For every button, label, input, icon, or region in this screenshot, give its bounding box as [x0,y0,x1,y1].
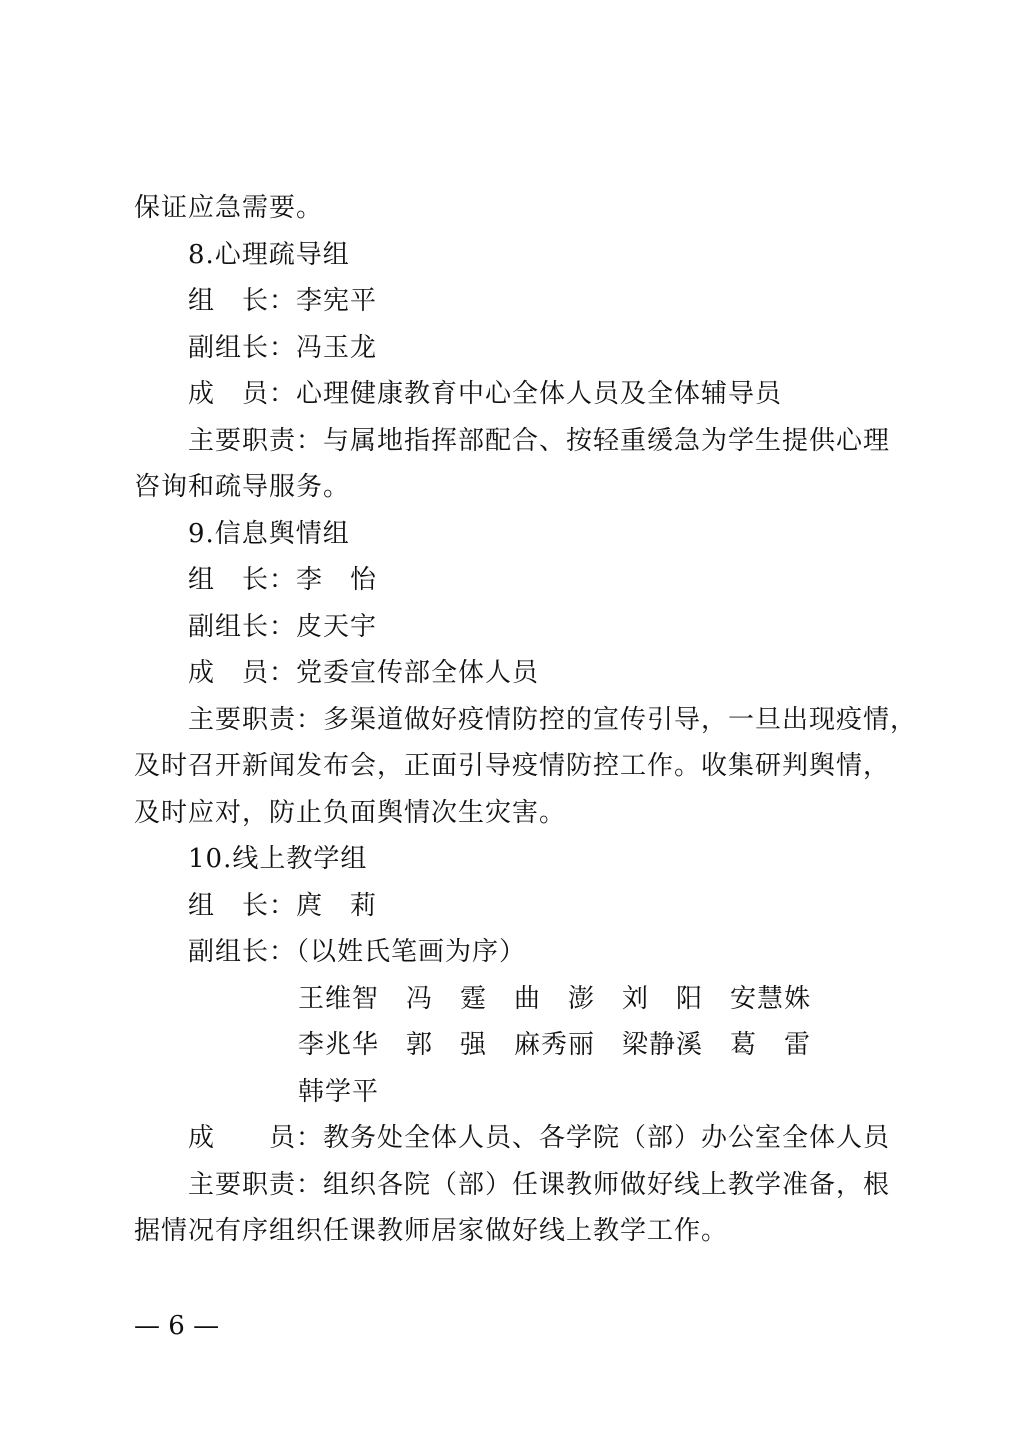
duties-continuation: 据情况有序组织任课教师居家做好线上教学工作。 [134,1216,729,1246]
deputy-leader-line: 副组长：皮天宇 [188,612,378,642]
section-heading-10: 10.线上教学组 [188,844,368,874]
group-leader-line: 组 长：李 怡 [188,565,378,595]
deputy-leader-line: 副组长：（以姓氏笔画为序） [188,937,527,967]
duties-continuation: 咨询和疏导服务。 [134,472,351,502]
duties-line: 主要职责：组织各院（部）任课教师做好线上教学准备，根 [188,1170,891,1200]
duties-continuation: 及时应对，防止负面舆情次生灾害。 [134,798,567,828]
text-line-continuation: 保证应急需要。 [134,193,324,223]
section-heading-8: 8.心理疏导组 [188,240,350,270]
members-line: 成 员：党委宣传部全体人员 [188,658,540,688]
members-line: 成 员：心理健康教育中心全体人员及全体辅导员 [188,379,783,409]
page-number: — 6 — [134,1311,220,1341]
members-line: 成 员：教务处全体人员、各学院（部）办公室全体人员 [188,1123,891,1153]
deputy-names-row: 韩学平 [298,1077,380,1107]
deputy-names-row: 李兆华 郭 强 麻秀丽 梁静溪 葛 雷 [298,1030,812,1060]
duties-line: 主要职责：与属地指挥部配合、按轻重缓急为学生提供心理 [188,426,891,456]
deputy-leader-line: 副组长：冯玉龙 [188,333,378,363]
duties-line: 主要职责：多渠道做好疫情防控的宣传引导，一旦出现疫情， [188,705,918,735]
deputy-names-row: 王维智 冯 霆 曲 澎 刘 阳 安慧姝 [298,984,812,1014]
duties-continuation: 及时召开新闻发布会，正面引导疫情防控工作。收集研判舆情， [134,751,891,781]
group-leader-line: 组 长：庹 莉 [188,891,378,921]
group-leader-line: 组 长：李宪平 [188,286,378,316]
section-heading-9: 9.信息舆情组 [188,519,350,549]
